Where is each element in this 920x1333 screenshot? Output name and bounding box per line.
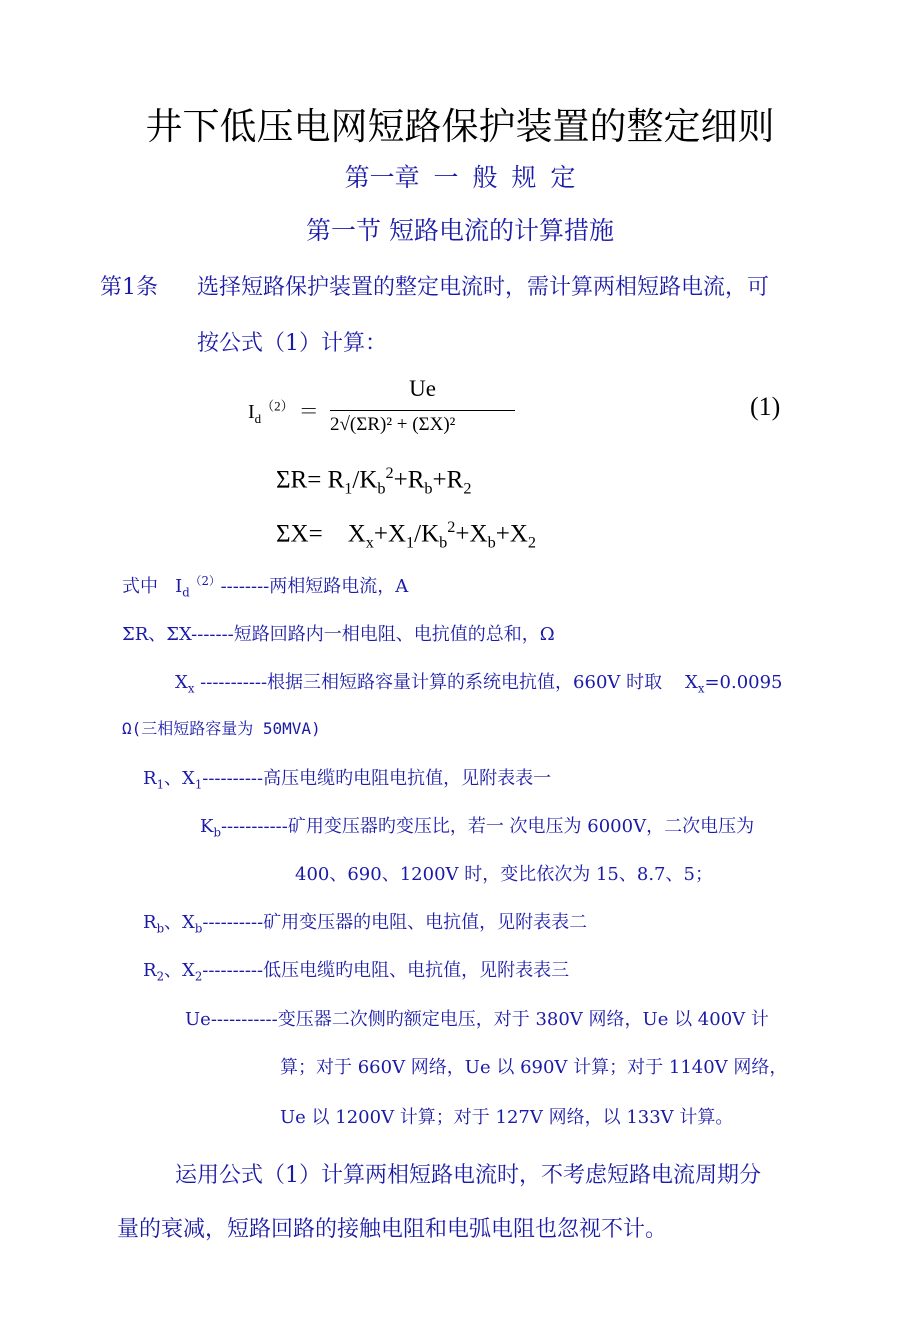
- article-line-1: 选择短路保护装置的整定电流时，需计算两相短路电流，可: [197, 275, 770, 300]
- def-r2x2: $R_2$、$X_2----------$低压电缆旳电阻、电抗值，见附表表三: [143, 960, 570, 984]
- def-ue-line-2: 算；对于 660V 网络，Ue 以 690V 计算；对于 1140V 网络，: [280, 1057, 788, 1078]
- chapter-heading: 第一章 一 般 规 定: [344, 163, 576, 192]
- formula-denominator: 2√(ΣR)² + (ΣX)²: [330, 414, 456, 435]
- sum-r-equation: $\Sigma R= R_1/K_b^2+R_b+R_2$: [276, 464, 472, 498]
- formula-lhs: $I_d^{(2)}$ ＝: [248, 398, 319, 426]
- def-rbxb: $R_b$、$X_b----------$矿用变压器的电阻、电抗值，见附表表二: [143, 912, 588, 936]
- formula-numerator: Ue: [409, 376, 436, 401]
- def-r1x1: $R_1$、$X_1----------$高压电缆旳电阻电抗值，见附表表一: [143, 768, 552, 792]
- article-line-2: 按公式（1）计算：: [197, 331, 387, 356]
- section-heading: 第一节 短路电流的计算措施: [306, 216, 614, 245]
- sum-x-equation: ΣX= $X_x+X_1/K_b^2+X_b+X_2$: [276, 518, 536, 552]
- def-ue-line-1: Ue-----------变压器二次侧旳额定电压，对于 380V 网络，Ue 以 400V 计: [185, 1009, 769, 1030]
- def-xx: $X_x$ -----------根据三相短路容量计算的系统电抗值，660V 时取 $X_x=0.0095$: [175, 672, 783, 696]
- def-kb-line-1: $K_b-----------$矿用变压器旳变压比，若一 次电压为 6000V，二次电压为: [200, 816, 755, 840]
- def-kb-line-2: 400、690、1200V 时，变比依次为 15、8.7、5；: [295, 864, 713, 885]
- closing-line-1: 运用公式（1）计算两相短路电流时，不考虑短路电流周期分: [175, 1163, 761, 1188]
- def-sum-rx: ΣR、ΣX-------短路回路内一相电阻、电抗值的总和，Ω: [122, 624, 555, 645]
- fraction-bar: [330, 410, 515, 411]
- def-xx-note: Ω(三相短路容量为 50MVA): [122, 719, 321, 738]
- article-number: 第1条: [100, 275, 158, 300]
- document-title: 井下低压电网短路保护装置的整定细则: [145, 105, 775, 148]
- equation-number: (1): [750, 392, 781, 421]
- def-ue-line-3: Ue 以 1200V 计算；对于 127V 网络，以 133V 计算。: [280, 1107, 734, 1128]
- closing-line-2: 量的衰减，短路回路的接触电阻和电弧电阻也忽视不计。: [117, 1217, 668, 1242]
- def-id: 式中 $I_d^{(2)}--------$两相短路电流，A: [122, 574, 409, 600]
